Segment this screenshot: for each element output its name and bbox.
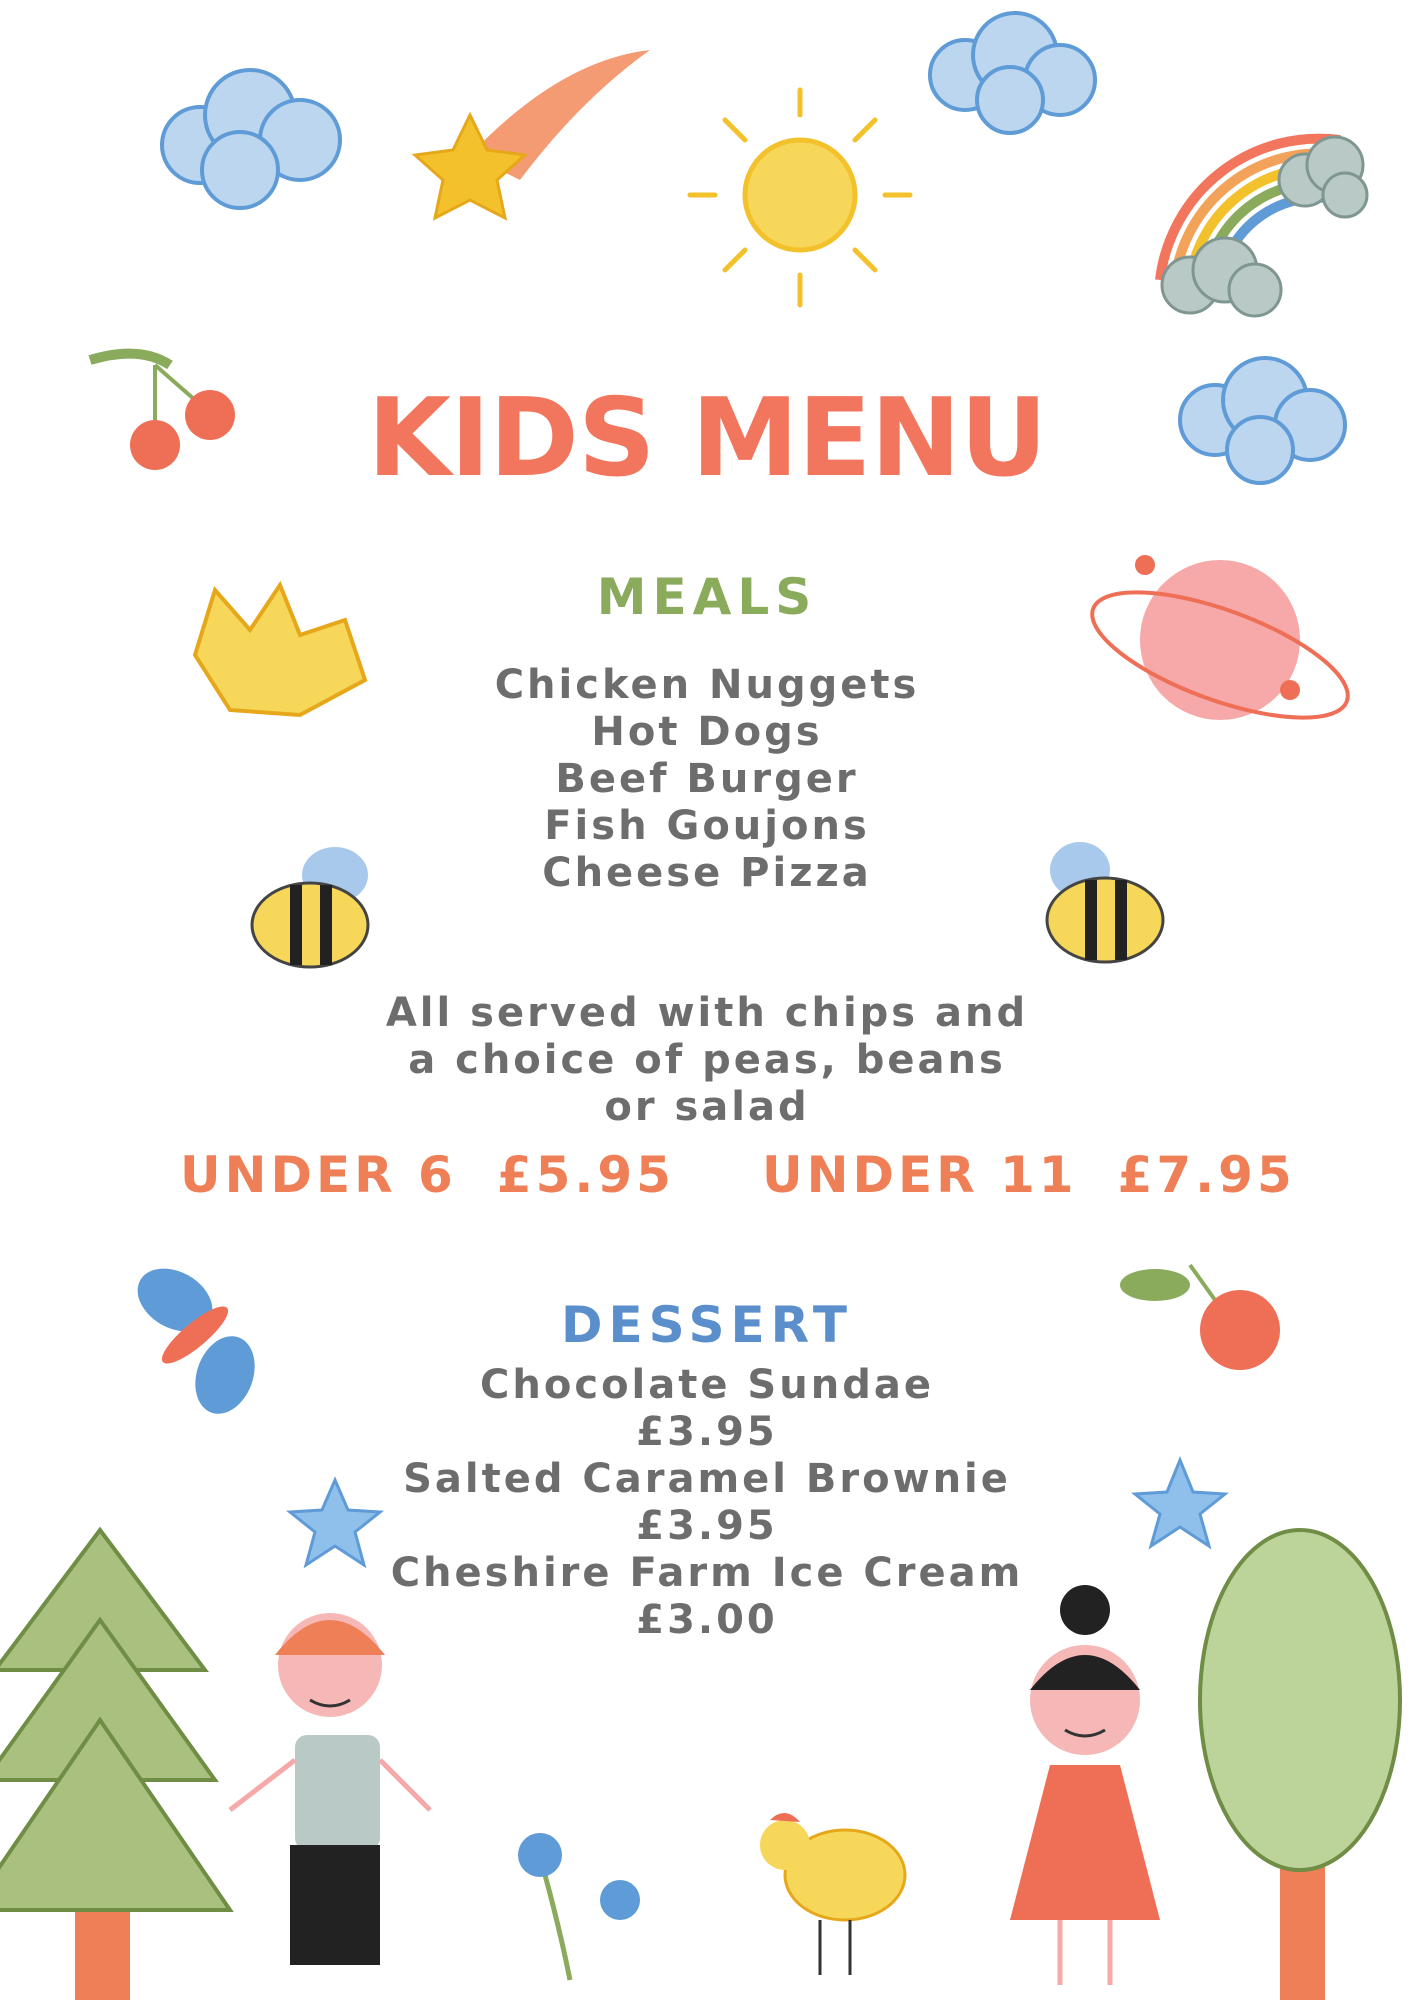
price-label: UNDER 6 xyxy=(180,1146,457,1204)
meals-heading: MEALS xyxy=(596,568,818,626)
list-item: Beef Burger xyxy=(555,756,859,802)
chicken-icon xyxy=(760,1813,905,1975)
boy-icon xyxy=(230,1613,430,1965)
list-item: £3.00 xyxy=(636,1597,778,1643)
cloud-icon xyxy=(930,13,1095,133)
list-item: £3.95 xyxy=(636,1503,778,1549)
list-item: Chocolate Sundae xyxy=(480,1362,934,1408)
price-under-6 xyxy=(180,1146,675,1204)
note-line: a choice of peas, beans xyxy=(408,1037,1006,1083)
list-item: Salted Caramel Brownie xyxy=(403,1456,1011,1502)
list-item: £3.95 xyxy=(636,1409,778,1455)
meals-note xyxy=(0,990,1414,1131)
list-item: Cheshire Farm Ice Cream xyxy=(390,1550,1024,1596)
list-item: Hot Dogs xyxy=(591,709,823,755)
note-line: All served with chips and xyxy=(385,990,1029,1036)
cloud-icon xyxy=(162,70,340,208)
list-item: Cheese Pizza xyxy=(542,850,872,896)
price-amount: £5.95 xyxy=(496,1146,675,1204)
sun-icon xyxy=(690,90,910,305)
menu-title: KIDS MENU xyxy=(367,376,1047,501)
dessert-list xyxy=(0,1362,1414,1644)
list-item: Fish Goujons xyxy=(544,803,870,849)
list-item: Chicken Nuggets xyxy=(494,662,920,708)
dessert-heading: DESSERT xyxy=(561,1296,853,1354)
price-amount: £7.95 xyxy=(1117,1146,1296,1204)
note-line: or salad xyxy=(604,1084,810,1130)
rainbow-icon xyxy=(1160,137,1367,316)
price-under-11 xyxy=(762,1146,1296,1204)
meals-list xyxy=(0,662,1414,897)
price-label: UNDER 11 xyxy=(762,1146,1078,1204)
girl-icon xyxy=(1010,1585,1160,1985)
flower-icon xyxy=(518,1833,640,1980)
shooting-star-icon xyxy=(415,50,650,218)
